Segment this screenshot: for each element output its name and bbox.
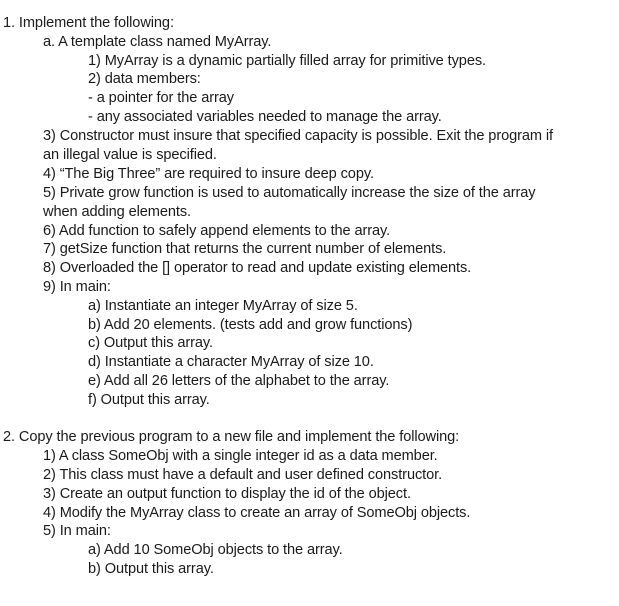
section-1-item-2-sub-a: - a pointer for the array: [88, 90, 234, 106]
section-2-item-5-sub-a: a) Add 10 SomeObj objects to the array.: [88, 542, 343, 558]
section-1-item-9-sub-c: c) Output this array.: [88, 335, 213, 351]
section-1-item-9-sub-e: e) Add all 26 letters of the alphabet to the array.: [88, 373, 390, 389]
section-1-item-8: 8) Overloaded the [] operator to read and update existing elements.: [43, 260, 472, 276]
section-1-item-5-line-2: when adding elements.: [43, 204, 191, 220]
section-1-subheading-a: a. A template class named MyArray.: [43, 34, 272, 50]
section-1-heading: 1. Implement the following:: [3, 15, 174, 31]
section-1-item-5-line-1: 5) Private grow function is used to automatically increase the size of the array: [43, 185, 536, 201]
section-1-item-6: 6) Add function to safely append elements to the array.: [43, 223, 391, 239]
section-1-item-2: 2) data members:: [88, 71, 201, 87]
section-2-item-1: 1) A class SomeObj with a single integer id as a data member.: [43, 448, 438, 464]
section-1-item-3-line-1: 3) Constructor must insure that specified capacity is possible. Exit the program if: [43, 128, 553, 144]
section-1-item-1: 1) MyArray is a dynamic partially filled array for primitive types.: [88, 53, 486, 69]
section-1-item-7: 7) getSize function that returns the current number of elements.: [43, 241, 447, 257]
section-2-item-5: 5) In main:: [43, 523, 111, 539]
section-1-item-9-sub-b: b) Add 20 elements. (tests add and grow functions): [88, 317, 413, 333]
section-1-item-9-sub-f: f) Output this array.: [88, 392, 210, 408]
section-2-item-4: 4) Modify the MyArray class to create an array of SomeObj objects.: [43, 505, 471, 521]
section-2-item-3: 3) Create an output function to display the id of the object.: [43, 486, 411, 502]
section-1-item-9-sub-d: d) Instantiate a character MyArray of size 10.: [88, 354, 374, 370]
section-2-item-2: 2) This class must have a default and user defined constructor.: [43, 467, 443, 483]
section-2-heading: 2. Copy the previous program to a new file and implement the following:: [3, 429, 460, 445]
section-1-item-9: 9) In main:: [43, 279, 111, 295]
section-1-item-2-sub-b: - any associated variables needed to manage the array.: [88, 109, 442, 125]
section-1-item-4: 4) “The Big Three” are required to insure deep copy.: [43, 166, 374, 182]
section-1-item-9-sub-a: a) Instantiate an integer MyArray of size 5.: [88, 298, 358, 314]
section-2-item-5-sub-b: b) Output this array.: [88, 561, 214, 577]
section-1-item-3-line-2: an illegal value is specified.: [43, 147, 217, 163]
